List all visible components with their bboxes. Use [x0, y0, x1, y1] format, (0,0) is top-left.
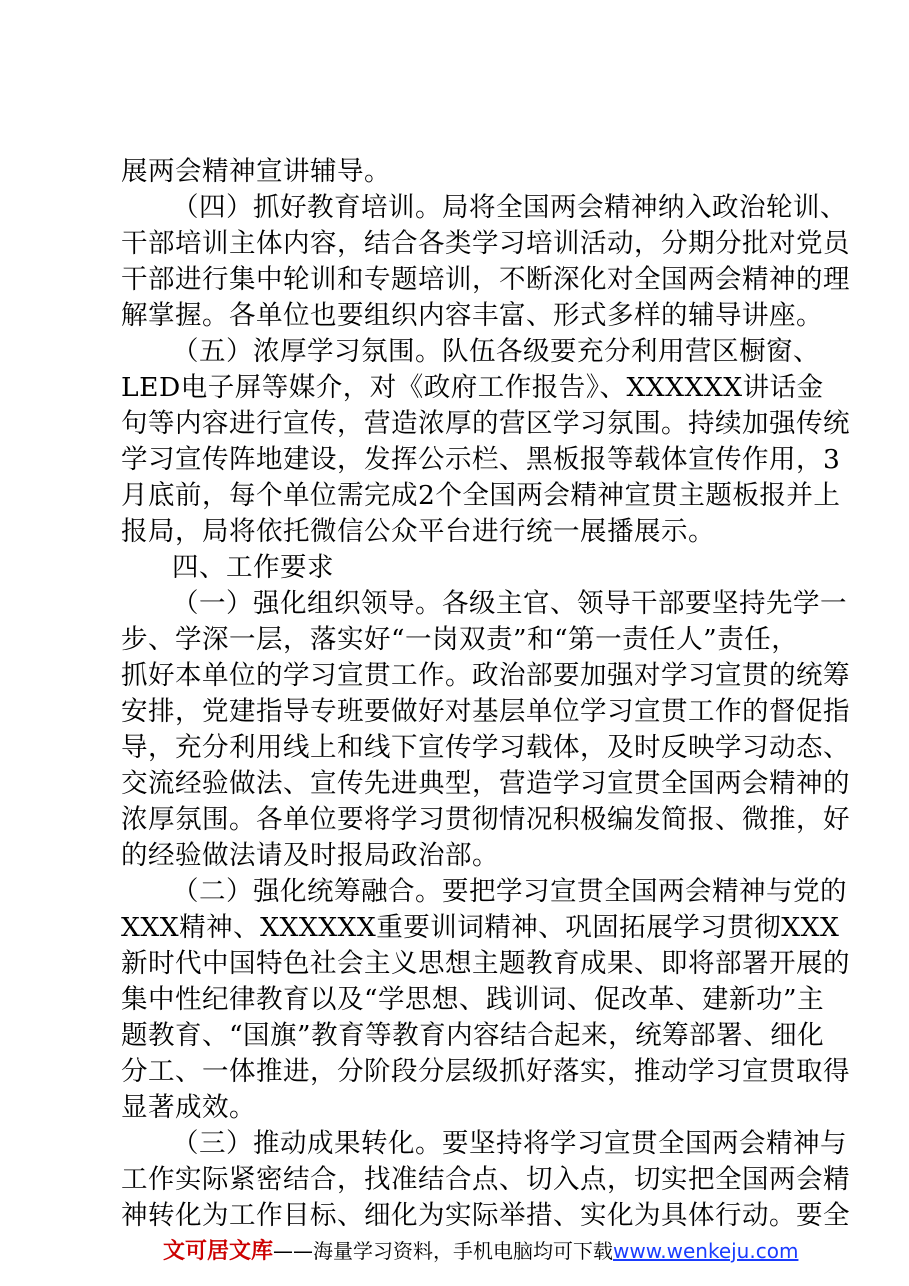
- footer-banner: [163, 1236, 798, 1266]
- paragraph-line: [172, 190, 847, 226]
- paragraph-line: 月底前，每个单位需完成2个全国两会精神宣贯主题板报并上: [121, 480, 841, 511]
- paragraph-line: 解掌握。各单位也要组织内容丰富、形式多样的辅导讲座。: [121, 300, 823, 331]
- paragraph-line: 干部培训主体内容，结合各类学习培训活动，分期分批对党员: [121, 228, 850, 259]
- paragraph-line: 安排，党建指导专班要做好对基层单位学习宣贯工作的督促指: [121, 696, 850, 727]
- section-lead: （三）: [172, 1128, 253, 1159]
- paragraph-line: 浓厚氛围。各单位要将学习贯彻情况积极编发简报、微推，好: [121, 804, 850, 835]
- paragraph-line: 题教育、“国旗”教育等教育内容结合起来，统筹部署、细化: [121, 1020, 825, 1051]
- paragraph-line: 工作实际紧密结合，找准结合点、切入点，切实把全国两会精: [121, 1164, 850, 1195]
- paragraph-line: [172, 1126, 847, 1162]
- footer-text: ——海量学习资料，手机电脑均可下载: [273, 1239, 614, 1263]
- paragraph-line: 抓好本单位的学习宣贯工作。政治部要加强对学习宣贯的统筹: [121, 660, 850, 691]
- section-heading: 四、工作要求: [172, 552, 334, 583]
- section-lead: （五）: [172, 336, 253, 367]
- paragraph-line: 导，充分利用线上和线下宣传学习载体，及时反映学习动态、: [121, 732, 850, 763]
- paragraph-line: 神转化为工作目标、细化为实际举措、实化为具体行动。要全: [121, 1200, 850, 1231]
- paragraph-line: 学习宣传阵地建设，发挥公示栏、黑板报等载体宣传作用，3: [121, 444, 841, 475]
- paragraph-line: [172, 874, 847, 910]
- line-text: 强化统筹融合。要把学习宣贯全国两会精神与党的: [253, 876, 847, 907]
- paragraph-line: 集中性纪律教育以及“学思想、践训词、促改革、建新功”主: [121, 984, 825, 1015]
- line-text: 浓厚学习氛围。队伍各级要充分利用营区橱窗、: [253, 336, 820, 367]
- paragraph-line: 句等内容进行宣传，营造浓厚的营区学习氛围。持续加强传统: [121, 408, 850, 439]
- paragraph-line: 显著成效。: [121, 1092, 256, 1123]
- paragraph-line: LED电子屏等媒介，对《政府工作报告》、XXXXXX讲话金: [121, 372, 824, 403]
- paragraph-line: 报局，局将依托微信公众平台进行统一展播展示。: [121, 516, 715, 547]
- section-lead: （一）: [172, 588, 253, 619]
- footer-link[interactable]: www.wenkeju.com: [613, 1239, 799, 1263]
- footer-brand: 文可居文库: [163, 1239, 274, 1264]
- paragraph-line: XXX精神、XXXXXX重要训词精神、巩固拓展学习贯彻XXX: [121, 912, 840, 943]
- paragraph-line: 交流经验做法、宣传先进典型，营造学习宣贯全国两会精神的: [121, 768, 850, 799]
- paragraph-line: 步、学深一层，落实好“一岗双责”和“第一责任人”责任，: [121, 624, 799, 655]
- paragraph-line: 干部进行集中轮训和专题培训，不断深化对全国两会精神的理: [121, 264, 850, 295]
- paragraph-line: [172, 586, 847, 622]
- paragraph-line: 分工、一体推进，分阶段分层级抓好落实，推动学习宣贯取得: [121, 1056, 850, 1087]
- line-text: 推动成果转化。要坚持将学习宣贯全国两会精神与: [253, 1128, 847, 1159]
- paragraph-line: [172, 334, 820, 370]
- section-lead: （四）: [172, 192, 253, 223]
- paragraph-line: 的经验做法请及时报局政治部。: [121, 840, 499, 871]
- line-text: 抓好教育培训。局将全国两会精神纳入政治轮训、: [253, 192, 847, 223]
- section-lead: （二）: [172, 876, 253, 907]
- paragraph-line: 展两会精神宣讲辅导。: [121, 156, 391, 187]
- paragraph-line: 新时代中国特色社会主义思想主题教育成果、即将部署开展的: [121, 948, 850, 979]
- line-text: 强化组织领导。各级主官、领导干部要坚持先学一: [253, 588, 847, 619]
